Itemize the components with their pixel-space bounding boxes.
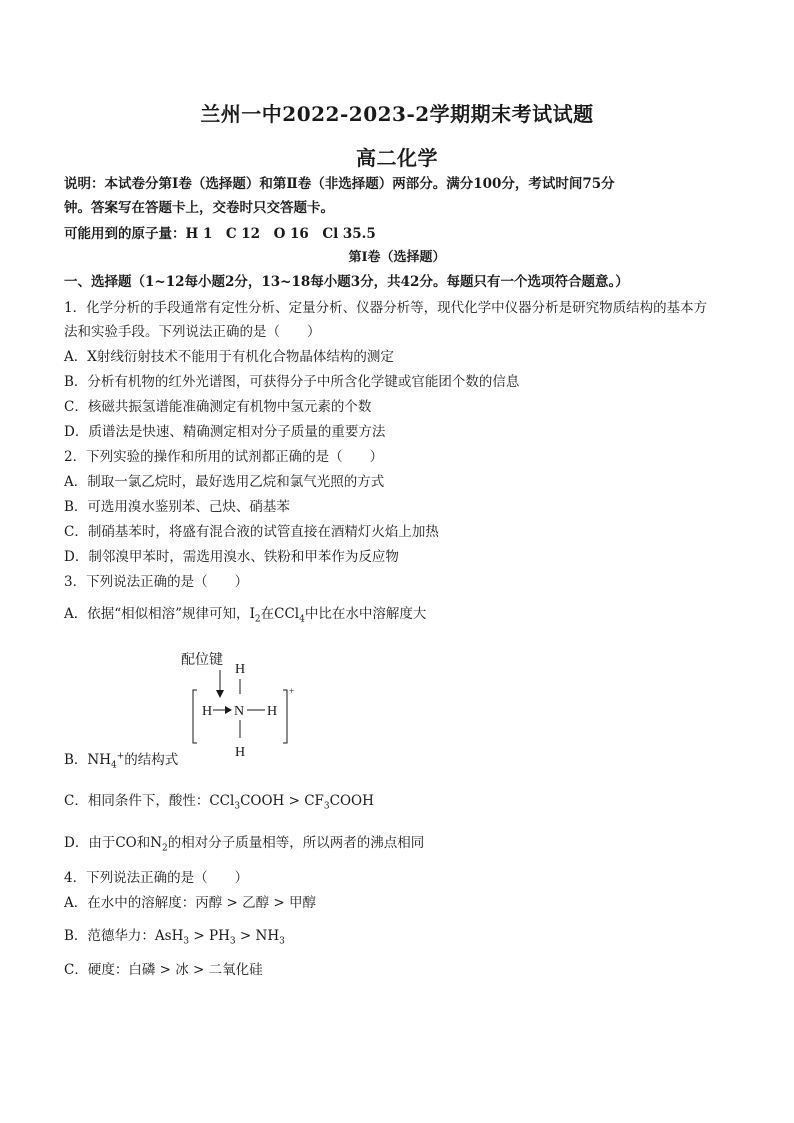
formula-ash3	[154, 928, 190, 947]
ion-charge: +	[289, 686, 295, 696]
formula-ph: PH	[209, 928, 230, 944]
q1-option-c: C．核磁共振氢谱能准确测定有机物中氢元素的个数	[64, 399, 372, 415]
formula-nh3-base: NH	[255, 928, 280, 944]
q3-d-text-post: 的相对分子质量相等，所以两者的沸点相同	[167, 835, 425, 851]
formula-nh-sub: 4	[111, 760, 117, 771]
q3-option-d	[64, 835, 736, 854]
formula-i: I	[249, 606, 255, 622]
instructions-line-2: 钟。答案写在答题卡上，交卷时只交答题卡。	[64, 200, 334, 216]
formula-ph3	[209, 928, 236, 947]
formula-ccl3: CCl	[209, 793, 235, 809]
formula-nh: NH	[87, 752, 112, 768]
q1-option-a: A．X射线衍射技术不能用于有机化合物晶体结构的测定	[64, 349, 394, 365]
formula-i-sub: 2	[254, 614, 261, 625]
q4-b-text-pre: B．范德华力：	[64, 928, 155, 944]
atom-h-top: H	[235, 662, 246, 677]
q3-b-text-post: 的结构式	[124, 752, 179, 768]
q2-stem: 2．下列实验的操作和所用的试剂都正确的是（ ）	[64, 449, 384, 465]
formula-cf3: CF	[304, 793, 324, 809]
formula-ccl: CCl	[274, 606, 300, 622]
greater-than-sign: >	[284, 793, 305, 809]
q2-option-d: D．制邻溴甲苯时，需选用溴水、铁粉和甲苯作为反应物	[64, 549, 399, 565]
formula-ccl3cooh	[209, 793, 285, 812]
q2-option-b: B．可选用溴水鉴别苯、己炔、硝基苯	[64, 499, 290, 515]
formula-n2	[150, 835, 168, 854]
instructions-line-1: 说明：本试卷分第Ⅰ卷（选择题）和第Ⅱ卷（非选择题）两部分。满分100分，考试时间75分	[64, 176, 615, 192]
q4-option-a: A．在水中的溶解度：丙醇 > 乙醇 > 甲醇	[64, 895, 317, 911]
greater-than-sign-2: >	[235, 928, 256, 944]
q3-stem: 3．下列说法正确的是（ ）	[64, 574, 249, 590]
q4-stem: 4．下列说法正确的是（ ）	[64, 870, 249, 886]
q2-option-a: A．制取一氯乙烷时，最好选用乙烷和氯气光照的方式	[64, 474, 385, 490]
q1-stem-line-2: 法和实验手段。下列说法正确的是（ ）	[64, 324, 321, 340]
exam-title: 兰州一中2022-2023-2学期期末考试试题	[200, 102, 594, 126]
q3-a-text-post: 中比在水中溶解度大	[304, 606, 427, 622]
right-bracket	[283, 690, 287, 743]
atom-h-left: H	[202, 704, 213, 719]
greater-than-sign-1: >	[189, 928, 210, 944]
q4-option-b	[64, 928, 736, 947]
formula-cf3cooh	[304, 793, 374, 812]
q3-option-a	[64, 606, 736, 625]
formula-ash-sub: 3	[183, 936, 190, 947]
q3-d-text-and: 和	[136, 835, 151, 851]
formula-nh3-sub: 3	[279, 936, 285, 947]
coordinate-arrow-head	[216, 690, 224, 698]
formula-ccl4	[274, 606, 305, 625]
formula-cooh-2: COOH	[329, 793, 374, 809]
atom-h-right: H	[267, 704, 278, 719]
q3-d-text-pre: D．由于	[64, 835, 116, 851]
q3-option-b	[64, 751, 736, 771]
q2-option-c: C．制硝基苯时，将盛有混合液的试管直接在酒精灯火焰上加热	[64, 524, 439, 540]
formula-nh4	[87, 751, 125, 771]
part1-title: 第Ⅰ卷（选择题）	[348, 250, 446, 265]
left-bracket	[193, 690, 197, 743]
q1-stem-line-1: 1．化学分析的手段通常有定性分析、定量分析、仪器分析等，现代化学中仪器分析是研究物质结构的基本方	[64, 300, 708, 316]
formula-co: CO	[115, 835, 137, 851]
formula-ccl-sub: 4	[299, 614, 305, 625]
formula-ph-sub: 3	[229, 936, 236, 947]
formula-nh-charge: +	[116, 751, 125, 762]
q3-b-text-pre: B．	[64, 752, 88, 768]
q4-option-c: C．硬度：白磷 > 冰 > 二氧化硅	[64, 962, 263, 978]
formula-n-sub: 2	[162, 843, 168, 854]
formula-cf3-sub: 3	[323, 801, 330, 812]
formula-cooh-1: COOH	[240, 793, 285, 809]
atom-h-bottom: H	[235, 745, 246, 760]
exam-subtitle: 高二化学	[356, 146, 438, 170]
coordinate-bond-arrowhead	[225, 706, 232, 714]
coordinate-bond-label: 配位键	[181, 653, 223, 668]
atom-n-center: N	[234, 704, 245, 719]
q3-a-text-mid: 在	[260, 606, 275, 622]
formula-n: N	[150, 835, 163, 851]
formula-i2	[249, 606, 261, 625]
formula-ccl3-sub: 3	[234, 801, 241, 812]
formula-nh3	[255, 928, 285, 947]
formula-ash: AsH	[154, 928, 184, 944]
q3-option-c	[64, 793, 736, 812]
q1-option-b: B．分析有机物的红外光谱图，可获得分子中所含化学键或官能团个数的信息	[64, 374, 520, 390]
section-heading: 一、选择题（1~12每小题2分，13~18每小题3分，共42分。每题只有一个选项符合题意。）	[64, 274, 629, 290]
q3-c-text-pre: C．相同条件下，酸性：	[64, 793, 210, 809]
ammonium-structure-diagram	[175, 650, 305, 762]
q3-a-text-pre: A．依据“相似相溶”规律可知，	[64, 606, 250, 622]
atomic-mass-line: 可能用到的原子量：H 1 C 12 O 16 Cl 35.5	[64, 226, 376, 242]
q1-option-d: D．质谱法是快速、精确测定相对分子质量的重要方法	[64, 424, 386, 440]
